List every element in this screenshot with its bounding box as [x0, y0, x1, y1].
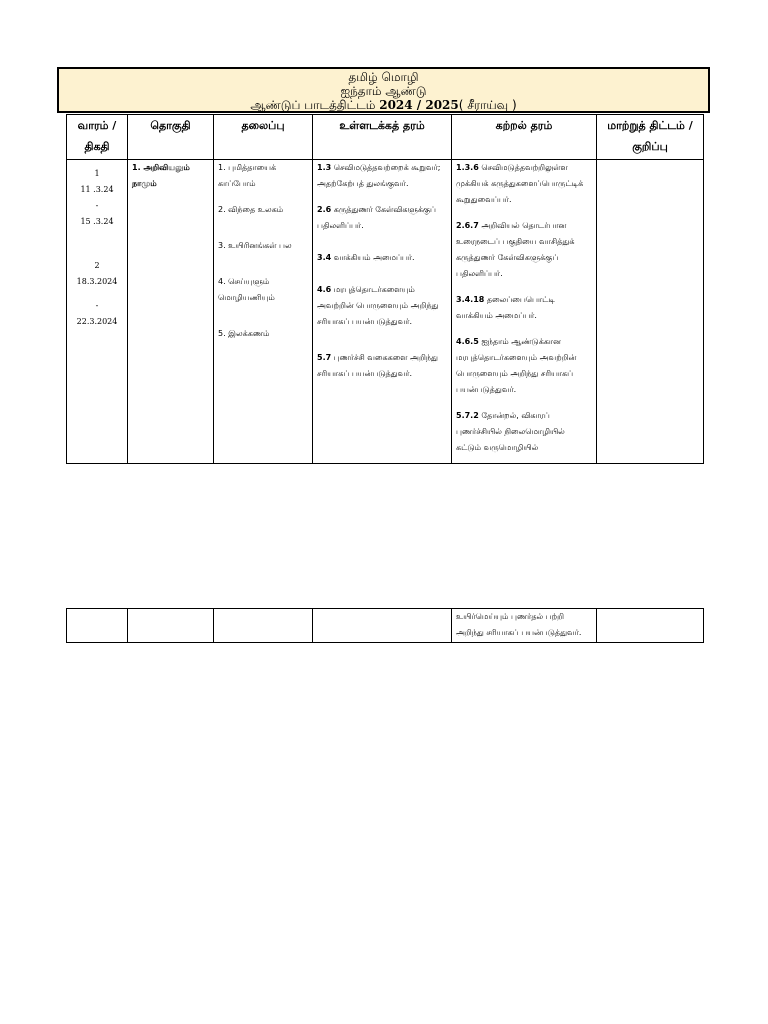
- topic-item: 2. விந்தை உலகம்: [218, 205, 284, 214]
- table-header-row: [67, 115, 704, 160]
- content-standard-item: 4.6 மரபுத்தொடர்களையும் அவற்றின் பொருளையும் அறிந்து சரியாகப் பயன்படுத்துவர்.: [317, 285, 439, 326]
- week-2-end: 22.3.2024: [76, 317, 118, 326]
- theme-cell: 1. அறிவியலும் நாமும்: [128, 160, 214, 464]
- header-notes: மாற்றுத் திட்டம் / குறிப்பு: [597, 115, 704, 160]
- title-plan: [59, 98, 708, 112]
- yearly-plan-table-continued: [66, 608, 704, 643]
- learning-standard-cell: [452, 160, 597, 464]
- header-week: வாரம் / திகதி: [67, 115, 128, 160]
- topic-cell: [214, 609, 313, 643]
- week-2-start: 18.3.2024: [76, 277, 118, 286]
- content-standard-item: 1.3 செவிமடுத்தவற்றைக் கூறுவர்; அதற்கேற்பத் துலங்குவர்.: [317, 163, 441, 188]
- week-2-number: 2: [94, 261, 100, 270]
- week-1-number: 1: [94, 169, 100, 178]
- notes-cell: [597, 160, 704, 464]
- week-cell: [67, 609, 128, 643]
- content-standard-item: 5.7 புணர்ச்சி வகைகளை அறிந்து சரியாகப் பயன்படுத்துவர்.: [317, 353, 438, 378]
- topic-item: 4. செய்யுளும் மொழியணியும்: [218, 277, 275, 302]
- header-theme: தொகுதி: [128, 115, 214, 160]
- title-subject: தமிழ் மொழி: [348, 70, 419, 84]
- topic-item: 3. உயிரினங்கள் பல: [218, 241, 292, 250]
- week-2-dash: -: [95, 301, 99, 310]
- topic-item: 5. இலக்கணம்: [218, 329, 270, 338]
- header-topic: தலைப்பு: [214, 115, 313, 160]
- yearly-plan-table: [66, 114, 704, 464]
- topic-item: 1. புமித்தாயைக் காப்போம்: [218, 163, 277, 188]
- title-plan-prefix: ஆண்டுப் பாடத்திட்டம்: [250, 98, 380, 112]
- table-row: [67, 160, 704, 464]
- title-year-level: ஐந்தாம் ஆண்டு: [340, 84, 427, 98]
- week-1-end: 15 .3.24: [80, 217, 114, 226]
- week-1-dash: -: [95, 201, 99, 210]
- content-standard-item: 2.6 கருத்துணர் கேள்விகளுக்குப் பதிலளிப்பர்.: [317, 205, 436, 230]
- header-content-standard: உள்ளடக்கத் தரம்: [313, 115, 452, 160]
- content-standard-cell: [313, 160, 452, 464]
- learning-standard-item: 2.6.7 அறிவியல் தொடர்பான உரைநடைப் பகுதியை வாசித்துக் கருத்துணர் கேள்விகளுக்குப் பதிலளிப்பர்.: [456, 221, 575, 278]
- learning-standard-cell: உயிர்மெய்யும் புணர்தல் பற்றி அறிந்து சரியாகப் பயன்படுத்துவர்.: [452, 609, 597, 643]
- learning-standard-item: 3.4.18 தலைப்பைபொட்டி வாக்கியம் அமைப்பர்.: [456, 295, 555, 320]
- week-cell: [67, 160, 128, 464]
- theme-cell: [128, 609, 214, 643]
- document-title-box: [57, 67, 710, 113]
- header-learning-standard: கற்றல் தரம்: [452, 115, 597, 160]
- week-1-start: 11 .3.24: [80, 185, 114, 194]
- title-plan-year: 2024 / 2025: [379, 98, 459, 112]
- topic-cell: [214, 160, 313, 464]
- learning-standard-item: 4.6.5 ஐந்தாம் ஆண்டுக்கான மரபுத்தொடர்களையும் அவற்றின் பொருளையும் அறிந்து சரியாகப் பயன்படுத்துவர்.: [456, 337, 577, 394]
- learning-standard-item: 1.3.6 செவிமடுத்தவற்றிலுள்ள முக்கியக் கருத்துகளைப்பொருட்டிக் கூறுதுவைப்பர்.: [456, 163, 584, 204]
- content-standard-cell: [313, 609, 452, 643]
- content-standard-item: 3.4 வாக்கியம் அமைப்பர்.: [317, 253, 415, 262]
- title-plan-suffix: ( சீராய்வு ): [458, 98, 517, 112]
- learning-standard-item: 5.7.2 தோன்றல், விகாரப் புணர்ச்சியில் நிலைமொழியில் கட்டும் வருமொழியில்: [456, 411, 565, 452]
- notes-cell: [597, 609, 704, 643]
- table-row: [67, 609, 704, 643]
